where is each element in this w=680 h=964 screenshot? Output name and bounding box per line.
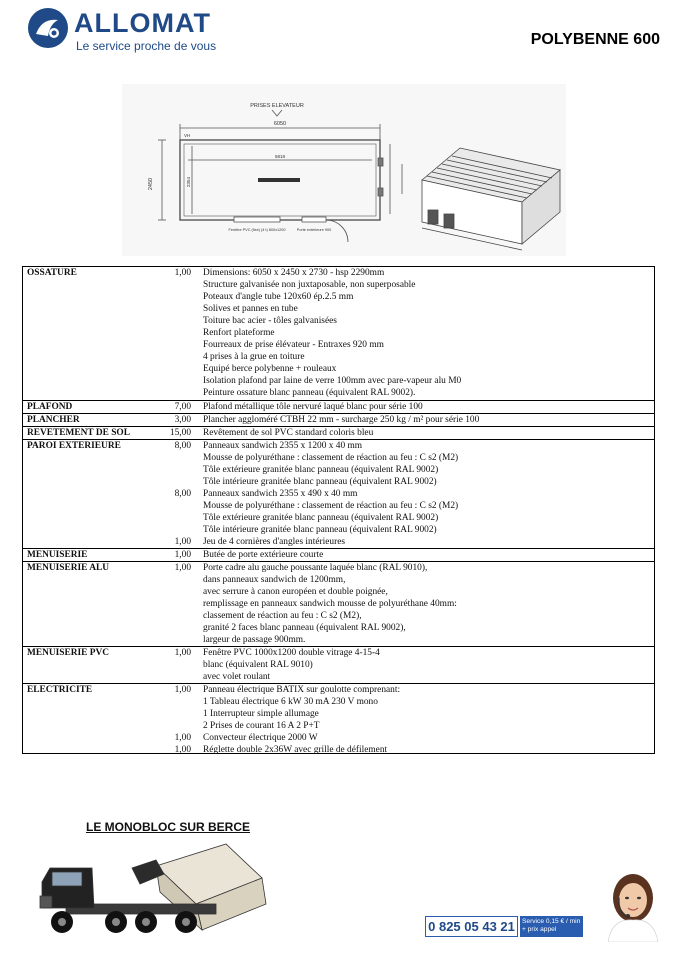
spec-description: Plancher aggloméré CTBH 22 mm - surcharge 250 kg / m² pour série 100	[203, 415, 480, 425]
spec-section-label: MENUISERIE ALU	[27, 563, 110, 573]
logo-emblem-icon	[28, 8, 68, 48]
plan-width-label: 2450	[148, 177, 154, 191]
spec-description: Toiture bac acier - tôles galvanisées	[203, 316, 337, 326]
spec-description: 1 Interrupteur simple allumage	[203, 709, 319, 719]
spec-description: Réglette double 2x36W avec grille de défilement	[203, 745, 388, 755]
spec-description: 2 Prises de courant 16 A 2 P+T	[203, 721, 320, 731]
spec-row	[23, 291, 654, 303]
spec-description: Butée de porte extérieure courte	[203, 550, 324, 560]
spec-row	[23, 732, 654, 744]
plan-top-label: PRISES ELEVATEUR	[250, 103, 304, 109]
spec-row	[23, 452, 654, 464]
spec-row	[23, 696, 654, 708]
spec-row	[23, 315, 654, 327]
spec-quantity: 1,00	[174, 685, 191, 695]
plan-corner-label: VH	[184, 133, 191, 138]
spec-description: 1 Tableau électrique 6 kW 30 mA 230 V mono	[203, 697, 378, 707]
spec-description: 4 prises à la grue en toiture	[203, 352, 305, 362]
spec-section-label: ELECTRICITE	[27, 685, 93, 695]
brand-name: ALLOMAT	[74, 8, 211, 38]
customer-service-agent-image	[598, 868, 668, 942]
brand-tagline: Le service proche de vous	[76, 39, 217, 53]
spec-section-label: OSSATURE	[27, 268, 77, 278]
spec-description: Dimensions: 6050 x 2450 x 2730 - hsp 2290mm	[203, 268, 385, 278]
spec-section	[23, 439, 654, 548]
plan-length-label: 6050	[273, 121, 287, 127]
spec-description: Tôle intérieure granitée blanc panneau (équivalent RAL 9002)	[203, 477, 437, 487]
spec-quantity: 8,00	[174, 441, 191, 451]
spec-quantity: 1,00	[174, 733, 191, 743]
spec-row	[23, 684, 654, 696]
plan-inner-width-label: 2354	[186, 176, 191, 188]
spec-description: Equipé berce polybenne + rouleaux	[203, 364, 337, 374]
spec-row	[23, 634, 654, 646]
phone-rate-info	[520, 916, 583, 937]
spec-description: Poteaux d'angle tube 120x60 ép.2.5 mm	[203, 292, 354, 302]
spec-description: Porte cadre alu gauche poussante laquée blanc (RAL 9010),	[203, 563, 428, 573]
spec-description: Fenêtre PVC 1000x1200 double vitrage 4-15-4	[203, 648, 380, 658]
specification-table	[22, 266, 655, 754]
truck-illustration	[36, 838, 276, 942]
spec-row	[23, 375, 654, 387]
spec-row	[23, 512, 654, 524]
spec-row	[23, 622, 654, 634]
spec-section	[23, 548, 654, 561]
spec-row	[23, 327, 654, 339]
spec-row	[23, 279, 654, 291]
spec-row	[23, 574, 654, 586]
spec-description: dans panneaux sandwich de 1200mm,	[203, 575, 346, 585]
spec-quantity: 1,00	[174, 648, 191, 658]
spec-description: Convecteur électrique 2000 W	[203, 733, 318, 743]
spec-description: Plafond métallique tôle nervuré laqué blanc pour série 100	[203, 402, 423, 412]
spec-quantity: 1,00	[174, 550, 191, 560]
spec-section	[23, 413, 654, 426]
phone-contact	[425, 916, 585, 937]
spec-row	[23, 303, 654, 315]
spec-row	[23, 464, 654, 476]
spec-row	[23, 339, 654, 351]
document-title: POLYBENNE 600	[530, 31, 660, 48]
spec-row	[23, 500, 654, 512]
monobloc-title: LE MONOBLOC SUR BERCE	[86, 820, 251, 834]
spec-section-label: REVETEMENT DE SOL	[27, 428, 130, 438]
spec-section	[23, 267, 654, 400]
spec-description: Panneau électrique BATIX sur goulotte comprenant:	[203, 685, 401, 695]
spec-row	[23, 659, 654, 671]
spec-description: Mousse de polyuréthane : classement de réaction au feu : C s2 (M2)	[203, 453, 459, 463]
spec-row	[23, 549, 654, 561]
spec-description: Renfort plateforme	[203, 328, 275, 338]
spec-description: granité 2 faces blanc panneau (équivalent RAL 9002),	[203, 623, 406, 633]
phone-rate-line: Service 0,15 € / min	[522, 918, 581, 925]
spec-quantity: 1,00	[174, 537, 191, 547]
spec-quantity: 8,00	[174, 489, 191, 499]
spec-row	[23, 586, 654, 598]
spec-description: largeur de passage 900mm.	[203, 635, 306, 645]
spec-quantity: 1,00	[174, 268, 191, 278]
spec-section	[23, 426, 654, 439]
spec-row	[23, 488, 654, 500]
spec-description: Tôle intérieure granitée blanc panneau (équivalent RAL 9002)	[203, 525, 437, 535]
spec-description: classement de réaction au feu : C s2 (M2),	[203, 611, 362, 621]
spec-section-label: PLAFOND	[27, 402, 73, 412]
spec-description: Fourreaux de prise élévateur - Entraxes 920 mm	[203, 340, 384, 350]
spec-description: Panneaux sandwich 2355 x 1200 x 40 mm	[203, 441, 363, 451]
spec-row	[23, 440, 654, 452]
phone-number[interactable]: 0 825 05 43 21	[425, 916, 518, 937]
spec-description: avec volet roulant	[203, 672, 271, 682]
spec-description: Peinture ossature blanc panneau (équivalent RAL 9002).	[203, 388, 416, 398]
spec-description: blanc (équivalent RAL 9010)	[203, 660, 313, 670]
spec-row	[23, 647, 654, 659]
spec-row	[23, 351, 654, 363]
spec-section	[23, 400, 654, 413]
spec-row	[23, 536, 654, 548]
spec-quantity: 7,00	[174, 402, 191, 412]
spec-row	[23, 720, 654, 732]
spec-row	[23, 598, 654, 610]
plan-door-label: Porte extérieure 900	[296, 228, 332, 232]
spec-row	[23, 524, 654, 536]
spec-quantity: 1,00	[174, 563, 191, 573]
spec-row	[23, 267, 654, 279]
spec-description: Jeu de 4 cornières d'angles intérieures	[203, 537, 345, 547]
spec-row	[23, 401, 654, 413]
spec-row	[23, 363, 654, 375]
spec-row	[23, 708, 654, 720]
spec-quantity: 1,00	[174, 745, 191, 755]
spec-row	[23, 414, 654, 426]
spec-description: Isolation plafond par laine de verre 100mm avec pare-vapeur alu M0	[203, 376, 462, 386]
spec-section	[23, 646, 654, 683]
plan-window-label: Fenêtre PVC (fixe) (4 t) 800x1200	[228, 228, 286, 232]
spec-row	[23, 671, 654, 683]
spec-section-label: MENUISERIE	[27, 550, 88, 560]
spec-description: Tôle extérieure granitée blanc panneau (équivalent RAL 9002)	[203, 465, 439, 475]
spec-description: avec serrure à canon européen et double poignée,	[203, 587, 388, 597]
plan-inner-length-label: 5818	[274, 154, 286, 159]
spec-description: Structure galvanisée non juxtaposable, non superposable	[203, 280, 416, 290]
spec-description: Solives et pannes en tube	[203, 304, 298, 314]
spec-description: remplissage en panneaux sandwich mousse de polyuréthane 40mm:	[203, 599, 457, 609]
spec-section-label: MENUISERIE PVC	[27, 648, 110, 658]
spec-section	[23, 683, 654, 756]
spec-description: Tôle extérieure granitée blanc panneau (équivalent RAL 9002)	[203, 513, 439, 523]
spec-quantity: 3,00	[174, 415, 191, 425]
spec-quantity: 15,00	[169, 428, 191, 438]
spec-row	[23, 610, 654, 622]
spec-description: Panneaux sandwich 2355 x 490 x 40 mm	[203, 489, 358, 499]
spec-row	[23, 387, 654, 399]
spec-row	[23, 744, 654, 756]
spec-section	[23, 561, 654, 646]
spec-section-label: PLANCHER	[27, 415, 80, 425]
spec-description: Revêtement de sol PVC standard coloris bleu	[203, 428, 374, 438]
allomat-logo	[28, 8, 228, 54]
spec-section-label: PAROI EXTERIEURE	[27, 441, 121, 451]
spec-row	[23, 427, 654, 439]
container-plan-drawing	[122, 84, 566, 256]
spec-description: Mousse de polyuréthane : classement de réaction au feu : C s2 (M2)	[203, 501, 459, 511]
phone-rate-extra: + prix appel	[522, 926, 557, 933]
spec-row	[23, 562, 654, 574]
spec-row	[23, 476, 654, 488]
